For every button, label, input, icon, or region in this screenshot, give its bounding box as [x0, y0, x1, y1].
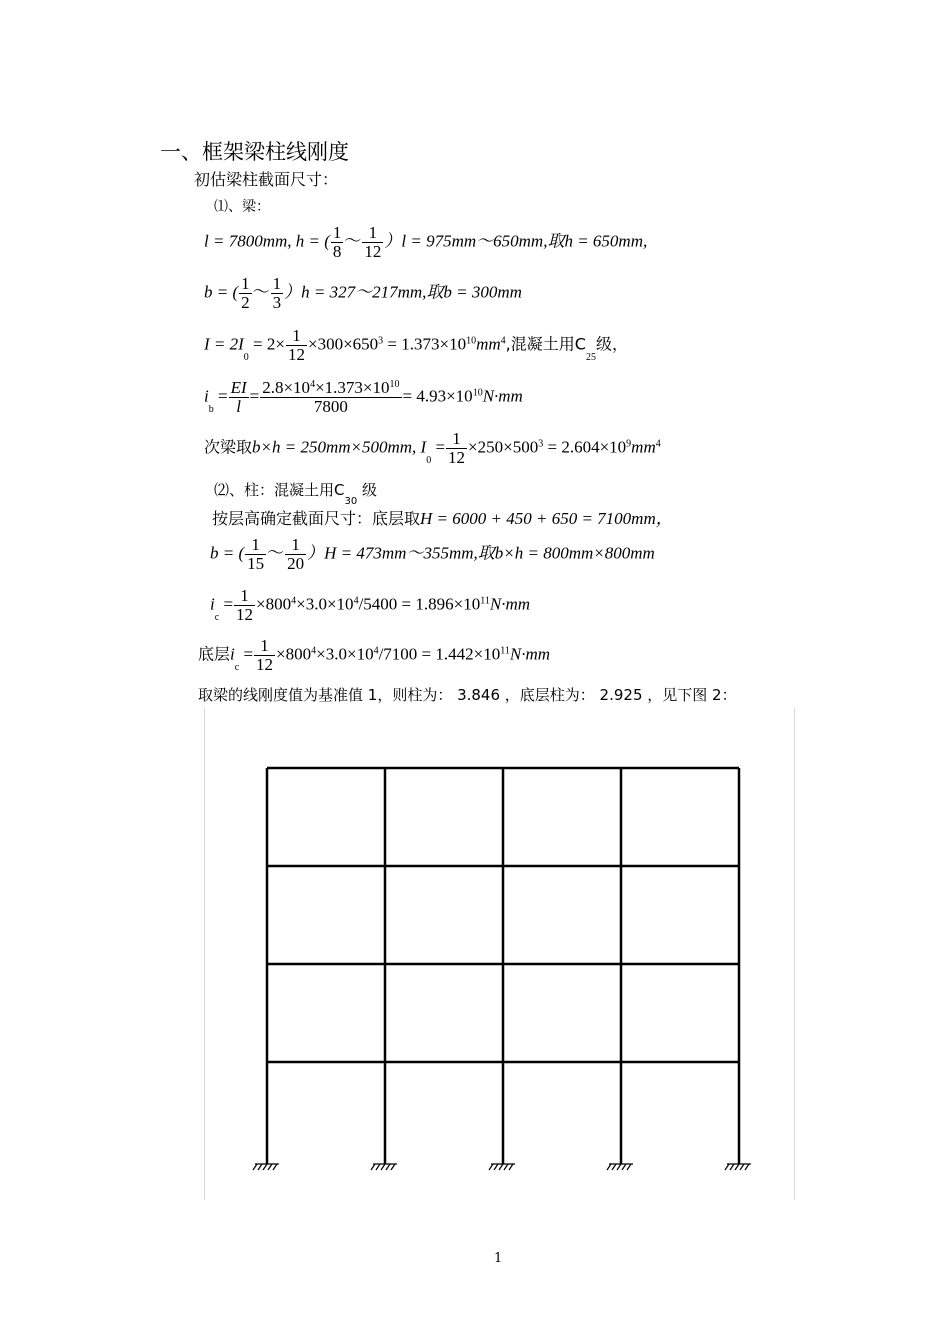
beam-width-equation: b = ( $\frac{1}{2}$ ～ $\frac{1}{3}$ ）h = 327～217mm,取b = 300mm: [204, 274, 522, 312]
beam-height-equation: l = 7800mm, h = ( $\frac{1}{8}$ ～ $\frac{1}{12}$ ）l = 975mm～650mm,取h = 650mm,: [204, 223, 648, 261]
support-hatch: [371, 1164, 375, 1170]
fraction-1-12: $\frac{1}{12}$: [364, 223, 382, 261]
fraction-1-3: $\frac{1}{3}$: [272, 274, 282, 312]
fraction-1-20: $\frac{1}{20}$: [287, 535, 305, 573]
base-column-stiffness-equation: 底层$i_c$ = $\frac{1}{12}$ $\times 800^4\times 3.0\times 10^4/7100 = 1.442\times 10^{11}N\cdot mm$: [198, 636, 551, 674]
column-label: ⑵、柱：混凝土用$C_{30}$ 级: [214, 481, 378, 507]
support-hatch: [622, 1164, 626, 1170]
support-hatch: [489, 1164, 493, 1170]
support-hatch: [381, 1164, 385, 1170]
support-hatch: [263, 1164, 267, 1170]
support-hatch: [612, 1164, 616, 1170]
summary-text: 取梁的线刚度值为基准值 1，则柱为： 3.846 ，底层柱为： 2.925 ，见下图 2：: [198, 686, 737, 704]
support-hatch: [740, 1164, 744, 1170]
support-hatch: [268, 1164, 272, 1170]
column-width-equation: b = ( $\frac{1}{15}$ ～ $\frac{1}{20}$ ）H = 473mm～355mm,取b×h = 800mm×800mm: [210, 535, 655, 573]
support-hatch: [499, 1164, 503, 1170]
fraction-ib-values: $\frac{2.8\times 10^4\times 1.373\times 10^{10}}{7800}$: [262, 378, 400, 416]
page-number: 1: [494, 1251, 503, 1266]
beam-label: ⑴、梁：: [214, 199, 270, 215]
support-hatch: [391, 1164, 395, 1170]
fraction-1-12-column: $\frac{1}{12}$: [236, 586, 254, 624]
fraction-ei-over-l: $\frac{EI}{l}$: [230, 378, 247, 416]
fraction-1-12-inertia: $\frac{1}{12}$: [287, 326, 305, 364]
support-hatch: [253, 1164, 257, 1170]
section-heading: 一、框架梁柱线刚度: [160, 140, 349, 164]
support-hatch: [725, 1164, 729, 1170]
fraction-1-8: $\frac{1}{8}$: [332, 223, 342, 261]
support-hatch: [617, 1164, 621, 1170]
support-hatch: [273, 1164, 277, 1170]
frame-figure: [204, 708, 795, 1200]
fraction-1-12-secondary: $\frac{1}{12}$: [448, 429, 466, 467]
support-hatch: [376, 1164, 380, 1170]
support-hatch: [607, 1164, 611, 1170]
fraction-1-12-base: $\frac{1}{12}$: [256, 636, 274, 674]
column-stiffness-equation: $i_c$ = $\frac{1}{12}$ $\times 800^4\times 3.0\times 10^4/5400 = 1.896\times 10^{11}N\cdot mm$: [210, 586, 531, 624]
support-hatch: [494, 1164, 498, 1170]
support-hatch: [730, 1164, 734, 1170]
fraction-1-15: $\frac{1}{15}$: [247, 535, 265, 573]
support-hatch: [258, 1164, 262, 1170]
frame-diagram: [205, 708, 794, 1200]
beam-stiffness-equation: $i_b$ = $\frac{EI}{l}$ = $\frac{2.8\times 10^4\times 1.373\times 10^{10}}{7800}$ = $4.93\times 10^{10}N\cdot mm$: [204, 378, 523, 416]
secondary-beam-equation: 次梁取b×h = 250mm×500mm, $I_0$ = $\frac{1}{12}$ $\times 250\times 500^3 = 2.604\times 10^9mm^4$: [204, 429, 661, 467]
support-hatch: [509, 1164, 513, 1170]
support-hatch: [735, 1164, 739, 1170]
intro-text: 初估梁柱截面尺寸：: [194, 170, 339, 189]
fraction-1-2: $\frac{1}{2}$: [241, 274, 250, 312]
support-hatch: [386, 1164, 390, 1170]
support-hatch: [504, 1164, 508, 1170]
beam-inertia-equation: $I = 2I_0 = 2\times$ $\frac{1}{12}$ $\times 300\times 650^3 = 1.373\times 10^{10}mm^4$,混凝土用$C_{25}$级，: [204, 326, 628, 364]
support-hatch: [627, 1164, 631, 1170]
support-hatch: [745, 1164, 749, 1170]
floor-height-line: 按层高确定截面尺寸：底层取H = 6000 + 450 + 650 = 7100mm，: [212, 509, 673, 528]
